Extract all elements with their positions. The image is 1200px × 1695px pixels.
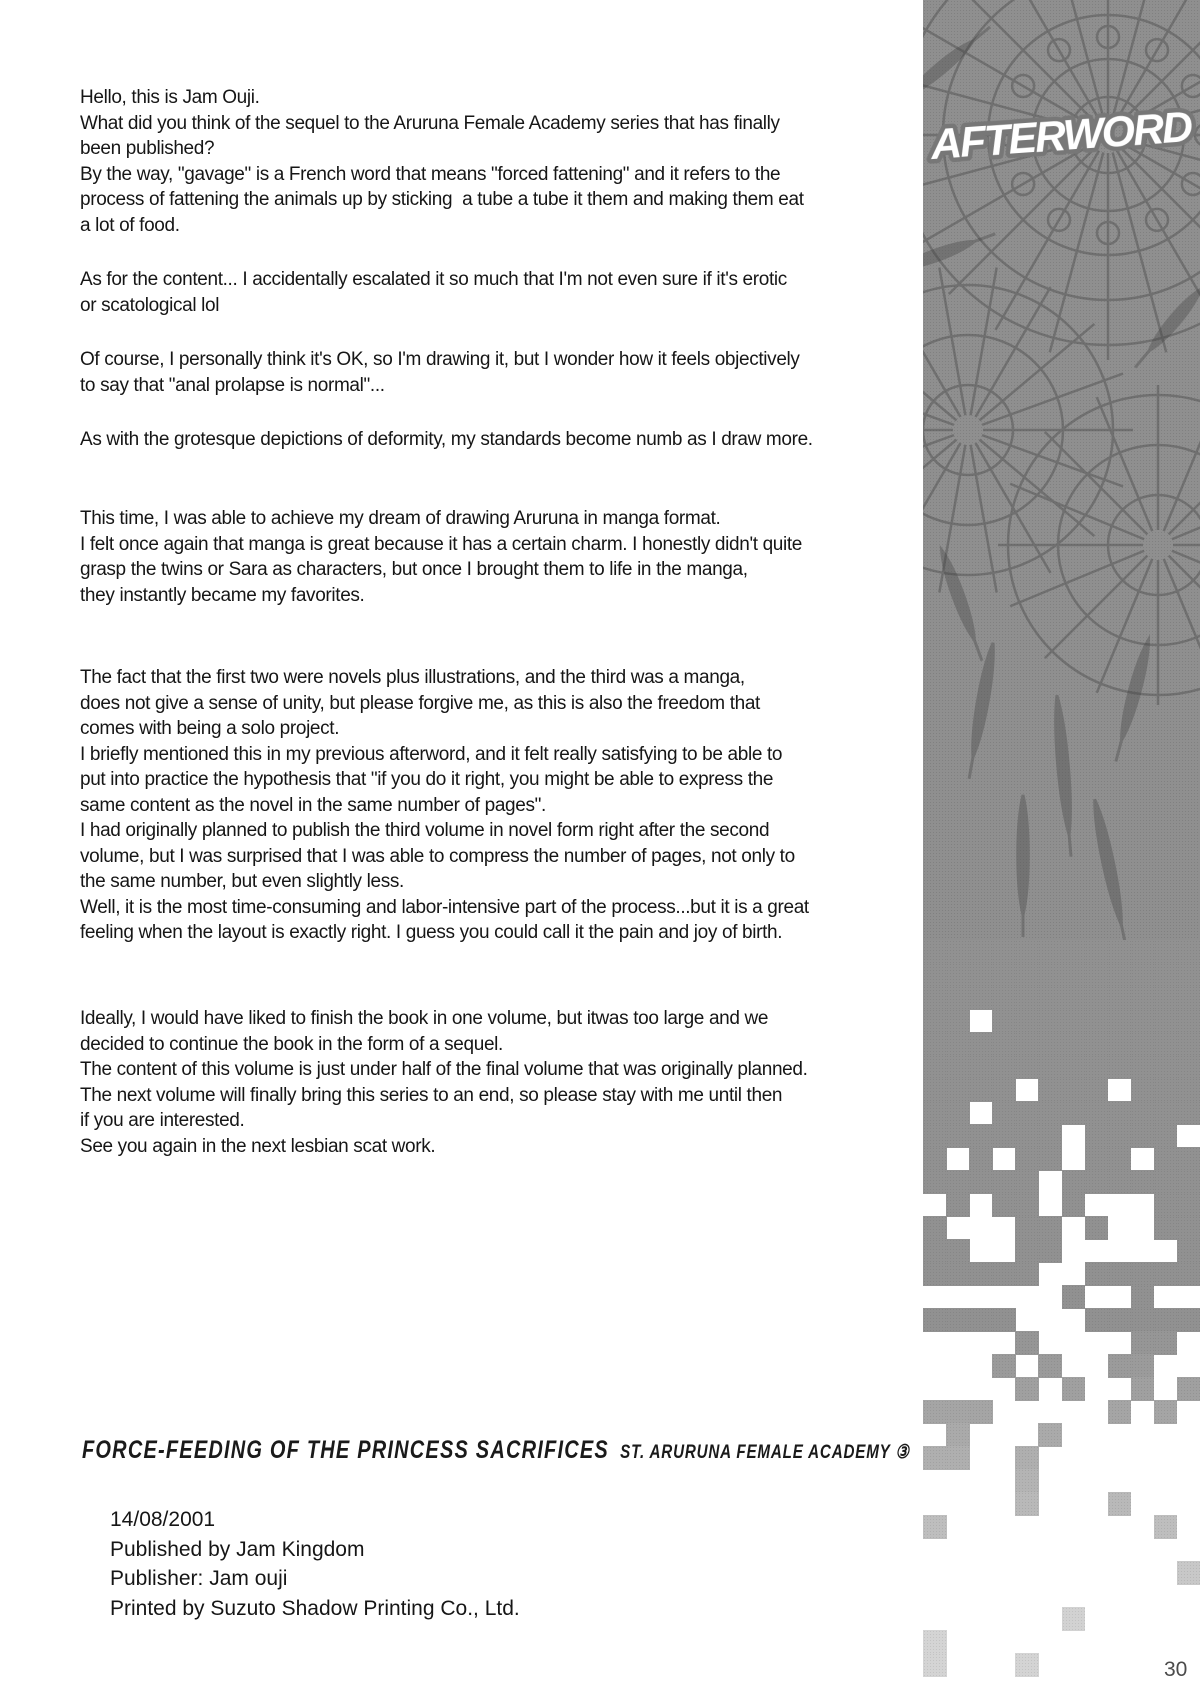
dissolve-cell <box>1131 986 1155 1010</box>
dissolve-cell <box>969 1170 993 1194</box>
dissolve-cell <box>923 1032 947 1056</box>
text-line: I had originally planned to publish the third volume in novel form right after the second <box>80 820 770 841</box>
dissolve-cell <box>969 1147 993 1171</box>
dissolve-cell <box>923 1124 947 1148</box>
text-line: As with the grotesque depictions of deformity, my standards become numb as I draw more. <box>80 429 813 450</box>
dissolve-cell <box>1177 963 1200 987</box>
dissolve-cell <box>1038 1147 1062 1171</box>
dissolve-cell <box>1108 1147 1132 1171</box>
dissolve-cell <box>1038 1078 1062 1102</box>
dissolve-cell <box>1154 1515 1178 1539</box>
credit-line: Published by Jam Kingdom <box>110 1537 365 1561</box>
dissolve-cell <box>946 1308 970 1332</box>
dissolve-cell <box>1015 1009 1039 1033</box>
dissolve-cell <box>1062 1078 1086 1102</box>
dissolve-cell <box>992 1262 1016 1286</box>
dissolve-cell <box>969 986 993 1010</box>
dissolve-cell <box>1177 1216 1200 1240</box>
dissolve-cell <box>1085 1147 1109 1171</box>
dissolve-cell <box>1177 1561 1200 1585</box>
dissolve-cell <box>969 1055 993 1079</box>
dissolve-cell <box>1154 1262 1178 1286</box>
dissolve-cell <box>1108 1400 1132 1424</box>
dissolve-cell <box>1015 1262 1039 1286</box>
dissolve-cell <box>1131 1170 1155 1194</box>
dissolve-cell <box>946 940 970 964</box>
halftone-band <box>923 0 1200 940</box>
dissolve-cell <box>1038 986 1062 1010</box>
dissolve-cell <box>923 1653 947 1677</box>
text-line: comes with being a solo project. <box>80 718 340 739</box>
dissolve-cell <box>923 963 947 987</box>
dissolve-cell <box>1015 1653 1039 1677</box>
dissolve-cell <box>946 1446 970 1470</box>
dissolve-cell <box>1177 1239 1200 1263</box>
dissolve-cell <box>1062 940 1086 964</box>
dissolve-cell <box>1154 1400 1178 1424</box>
dissolve-cell <box>1131 1032 1155 1056</box>
dissolve-cell <box>1177 1009 1200 1033</box>
credit-line: Printed by Suzuto Shadow Printing Co., Ltd. <box>110 1596 520 1620</box>
dissolve-cell <box>992 1193 1016 1217</box>
dissolve-cell <box>1015 1239 1039 1263</box>
dissolve-cell <box>1085 986 1109 1010</box>
text-line: if you are interested. <box>80 1110 245 1131</box>
text-line: to say that "anal prolapse is normal"... <box>80 374 385 396</box>
dissolve-cell <box>1038 940 1062 964</box>
dissolve-cell <box>1015 1193 1039 1217</box>
dissolve-cell <box>1038 1124 1062 1148</box>
dissolve-cell <box>1015 1492 1039 1516</box>
dissolve-cell <box>1085 1078 1109 1102</box>
dissolve-cell <box>1015 1101 1039 1125</box>
dissolve-cell <box>1085 1124 1109 1148</box>
credit-line: Publisher: Jam ouji <box>110 1567 288 1590</box>
dissolve-cell <box>1131 1262 1155 1286</box>
dissolve-cell <box>1062 1377 1086 1401</box>
dissolve-cell <box>1085 940 1109 964</box>
dissolve-cell <box>946 1009 970 1033</box>
dissolve-cell <box>923 986 947 1010</box>
dissolve-cell <box>1085 1032 1109 1056</box>
dissolve-cell <box>1038 1009 1062 1033</box>
dissolve-cell <box>1038 963 1062 987</box>
dissolve-cell <box>1177 1078 1200 1102</box>
dissolve-cell <box>1177 940 1200 964</box>
text-line: they instantly became my favorites. <box>80 584 365 606</box>
text-line: Hello, this is Jam Ouji. <box>80 87 260 108</box>
dissolve-cell <box>1085 1170 1109 1194</box>
text-line: Of course, I personally think it's OK, so I'm drawing it, but I wonder how it feels objectively <box>80 349 800 370</box>
dissolve-cell <box>923 1078 947 1102</box>
dissolve-cell <box>1131 1308 1155 1332</box>
dissolve-cell <box>1015 963 1039 987</box>
dissolve-cell <box>1108 1055 1132 1079</box>
dissolve-cell <box>1038 1239 1062 1263</box>
dissolve-cell <box>1108 986 1132 1010</box>
dissolve-cell <box>1154 1009 1178 1033</box>
text-line: By the way, "gavage" is a French word that means "forced fattening" and it refers to the <box>80 163 781 185</box>
dissolve-cell <box>946 986 970 1010</box>
dissolve-cell <box>1108 1101 1132 1125</box>
dissolve-cell <box>992 1078 1016 1102</box>
dissolve-cell <box>1085 1009 1109 1033</box>
dissolve-cell <box>946 1239 970 1263</box>
dissolve-cell <box>1108 1009 1132 1033</box>
dissolve-cell <box>1038 1101 1062 1125</box>
dissolve-cell <box>1038 1423 1062 1447</box>
text-line: process of fattening the animals up by sticking a tube a tube it them and making them eat <box>80 189 804 210</box>
dissolve-cell <box>1062 1101 1086 1125</box>
dissolve-cell <box>1085 963 1109 987</box>
dissolve-cell <box>1177 986 1200 1010</box>
dissolve-cell <box>1131 1285 1155 1309</box>
publication-credits <box>110 1505 520 1623</box>
dissolve-cell <box>1062 1285 1086 1309</box>
text-line: Well, it is the most time-consuming and labor-intensive part of the process...but it is a great <box>80 896 809 918</box>
dissolve-cell <box>1177 1308 1200 1332</box>
dissolve-cell <box>1108 1032 1132 1056</box>
dissolve-cell <box>969 940 993 964</box>
dissolve-cell <box>1177 1032 1200 1056</box>
afterword-logo <box>923 82 1200 191</box>
dissolve-cell <box>923 1101 947 1125</box>
text-line: or scatological lol <box>80 294 220 316</box>
dissolve-cell <box>923 940 947 964</box>
text-line: Ideally, I would have liked to finish the book in one volume, but itwas too large and we <box>80 1008 769 1029</box>
dissolve-cell <box>946 963 970 987</box>
dissolve-cell <box>1015 1147 1039 1171</box>
dissolve-cell <box>946 1032 970 1056</box>
dissolve-cell <box>969 1078 993 1102</box>
dissolve-cell <box>1154 1101 1178 1125</box>
dissolve-cell <box>969 1308 993 1332</box>
dissolve-cell <box>1015 1469 1039 1493</box>
dissolve-cell <box>1131 963 1155 987</box>
dissolve-cell <box>1015 940 1039 964</box>
text-line: The fact that the first two were novels plus illustrations, and the third was a manga, <box>80 667 745 688</box>
text-line: been published? <box>80 138 215 159</box>
dissolve-cell <box>1131 1055 1155 1079</box>
dissolve-cell <box>946 1400 970 1424</box>
dissolve-cell <box>1085 1216 1109 1240</box>
dissolve-cell <box>1154 1308 1178 1332</box>
dissolve-cell <box>1038 1354 1062 1378</box>
dissolve-cell <box>1108 1124 1132 1148</box>
dissolve-cell <box>1108 1308 1132 1332</box>
dissolve-cell <box>992 1308 1016 1332</box>
dissolve-cell <box>1062 986 1086 1010</box>
dissolve-cell <box>946 1262 970 1286</box>
dissolve-cell <box>1062 1193 1086 1217</box>
dissolve-cell <box>1177 1147 1200 1171</box>
dissolve-cell <box>946 1170 970 1194</box>
text-line: does not give a sense of unity, but please forgive me, as this is also the freedom that <box>80 692 760 714</box>
text-line: The content of this volume is just under half of the final volume that was originally planned. <box>80 1059 808 1080</box>
dissolve-cell <box>1177 1377 1200 1401</box>
dissolve-cell <box>923 1170 947 1194</box>
dissolve-cell <box>1154 1216 1178 1240</box>
dissolve-cell <box>1154 963 1178 987</box>
dissolve-cell <box>992 940 1016 964</box>
afterword-logo-text: AFTERWORD <box>929 103 1193 170</box>
dissolve-cell <box>923 1308 947 1332</box>
dissolve-cell <box>992 963 1016 987</box>
dissolve-cell <box>923 1446 947 1470</box>
dissolve-cell <box>992 1124 1016 1148</box>
dissolve-cell <box>1038 1032 1062 1056</box>
dissolve-cell <box>1131 1078 1155 1102</box>
dissolve-cell <box>1177 1170 1200 1194</box>
series-title <box>82 1436 910 1465</box>
dissolve-cell <box>969 963 993 987</box>
dissolve-cell <box>1154 1124 1178 1148</box>
dissolve-cell <box>992 1354 1016 1378</box>
credit-line: 14/08/2001 <box>110 1508 216 1531</box>
dissolve-cell <box>992 1101 1016 1125</box>
dissolve-cell <box>923 1147 947 1171</box>
text-line: the same number, but even slightly less. <box>80 871 404 892</box>
dissolve-cell <box>1062 1055 1086 1079</box>
dissolve-cell <box>946 1193 970 1217</box>
dissolve-cell <box>1154 940 1178 964</box>
dissolve-cell <box>946 1055 970 1079</box>
dissolve-cell <box>1062 1607 1086 1631</box>
dissolve-cell <box>992 986 1016 1010</box>
dissolve-cell <box>1177 1193 1200 1217</box>
dissolve-cell <box>946 1423 970 1447</box>
dissolve-cell <box>1154 1147 1178 1171</box>
dissolve-cell <box>1154 1032 1178 1056</box>
dissolve-cell <box>1154 1331 1178 1355</box>
dissolve-cell <box>1108 940 1132 964</box>
dissolve-cell <box>923 1239 947 1263</box>
dissolve-cell <box>1085 1262 1109 1286</box>
afterword-side-band <box>923 0 1200 1695</box>
dissolve-cell <box>1062 1009 1086 1033</box>
paragraph <box>80 267 787 318</box>
dissolve-cell <box>1177 1101 1200 1125</box>
dissolve-cell <box>969 1400 993 1424</box>
dissolve-cell <box>1015 1170 1039 1194</box>
series-title-sub: ST. ARURUNA FEMALE ACADEMY ③ <box>620 1442 910 1463</box>
dissolve-cell <box>1154 1055 1178 1079</box>
dissolve-cell <box>1154 1078 1178 1102</box>
dissolve-cell <box>946 1124 970 1148</box>
dissolve-cell <box>923 1515 947 1539</box>
text-line: feeling when the layout is exactly right. I guess you could call it the pain and joy of birth. <box>80 922 783 943</box>
dissolve-cell <box>1131 1009 1155 1033</box>
dissolve-cell <box>923 1216 947 1240</box>
text-line: volume, but I was surprised that I was able to compress the number of pages, not only to <box>80 845 795 867</box>
text-line: As for the content... I accidentally escalated it so much that I'm not even sure if it's erotic <box>80 269 787 290</box>
dissolve-cell <box>1154 986 1178 1010</box>
dissolve-cell <box>1015 1216 1039 1240</box>
dissolve-cell <box>923 1262 947 1286</box>
page-number: 30 <box>1164 1658 1188 1681</box>
paragraph <box>80 85 804 238</box>
dissolve-cell <box>1038 1216 1062 1240</box>
dissolve-cell <box>992 1009 1016 1033</box>
dissolve-cell <box>1131 940 1155 964</box>
dissolve-cell <box>1108 1492 1132 1516</box>
dissolve-cell <box>1108 1354 1132 1378</box>
paragraph <box>80 427 813 453</box>
dissolve-cell <box>1015 1032 1039 1056</box>
text-line: See you again in the next lesbian scat work. <box>80 1135 436 1157</box>
dissolve-cell <box>1015 1377 1039 1401</box>
paragraph <box>80 665 809 946</box>
text-line: The next volume will finally bring this series to an end, so please stay with me until then <box>80 1084 783 1106</box>
series-title-main: FORCE-FEEDING OF THE PRINCESS SACRIFICES <box>82 1436 609 1464</box>
dissolve-cell <box>1015 1446 1039 1470</box>
dissolve-cell <box>1131 1354 1155 1378</box>
text-line: This time, I was able to achieve my dream of drawing Aruruna in manga format. <box>80 508 721 529</box>
dissolve-cell <box>1131 1124 1155 1148</box>
paragraph <box>80 506 802 608</box>
dissolve-cell <box>969 1262 993 1286</box>
text-line: I briefly mentioned this in my previous afterword, and it felt really satisfying to be able to <box>80 743 783 765</box>
text-line: I felt once again that manga is great because it has a certain charm. I honestly didn't quite <box>80 533 803 555</box>
paragraph <box>80 1006 808 1159</box>
dissolve-cell <box>1062 963 1086 987</box>
dissolve-cell <box>1085 1055 1109 1079</box>
dissolve-cell <box>1015 1331 1039 1355</box>
dissolve-cell <box>1154 1193 1178 1217</box>
dissolve-cell <box>923 1400 947 1424</box>
dissolve-cell <box>946 1101 970 1125</box>
dissolve-cell <box>1108 963 1132 987</box>
text-line: decided to continue the book in the form of a sequel. <box>80 1033 503 1055</box>
text-line: grasp the twins or Sara as characters, but once I brought them to life in the manga, <box>80 559 748 580</box>
dissolve-cell <box>1108 1262 1132 1286</box>
dissolve-cell <box>1177 1055 1200 1079</box>
dissolve-cell <box>1154 1170 1178 1194</box>
dissolve-pattern <box>923 940 1200 1695</box>
dissolve-cell <box>1108 1170 1132 1194</box>
dissolve-cell <box>923 1630 947 1654</box>
dissolve-cell <box>992 1170 1016 1194</box>
dissolve-cell <box>1062 1170 1086 1194</box>
dissolve-cell <box>1062 1032 1086 1056</box>
dissolve-cell <box>1015 1055 1039 1079</box>
dissolve-cell <box>969 1032 993 1056</box>
text-line: put into practice the hypothesis that "if you do it right, you might be able to express the <box>80 769 774 790</box>
paragraph <box>80 347 800 398</box>
dissolve-cell <box>1131 1377 1155 1401</box>
dissolve-cell <box>1015 986 1039 1010</box>
dissolve-cell <box>992 1055 1016 1079</box>
dissolve-cell <box>1085 1308 1109 1332</box>
dissolve-cell <box>969 1124 993 1148</box>
dissolve-cell <box>1131 1331 1155 1355</box>
dissolve-cell <box>1177 1262 1200 1286</box>
text-line: a lot of food. <box>80 214 180 236</box>
dissolve-cell <box>992 1032 1016 1056</box>
dissolve-cell <box>923 1009 947 1033</box>
text-line: What did you think of the sequel to the Aruruna Female Academy series that has finally <box>80 112 780 134</box>
dissolve-cell <box>1085 1101 1109 1125</box>
dissolve-cell <box>1015 1124 1039 1148</box>
dissolve-cell <box>923 1055 947 1079</box>
dissolve-cell <box>1038 1055 1062 1079</box>
text-line: same content as the novel in the same number of pages". <box>80 794 546 816</box>
dissolve-cell <box>946 1078 970 1102</box>
dissolve-cell <box>1131 1101 1155 1125</box>
